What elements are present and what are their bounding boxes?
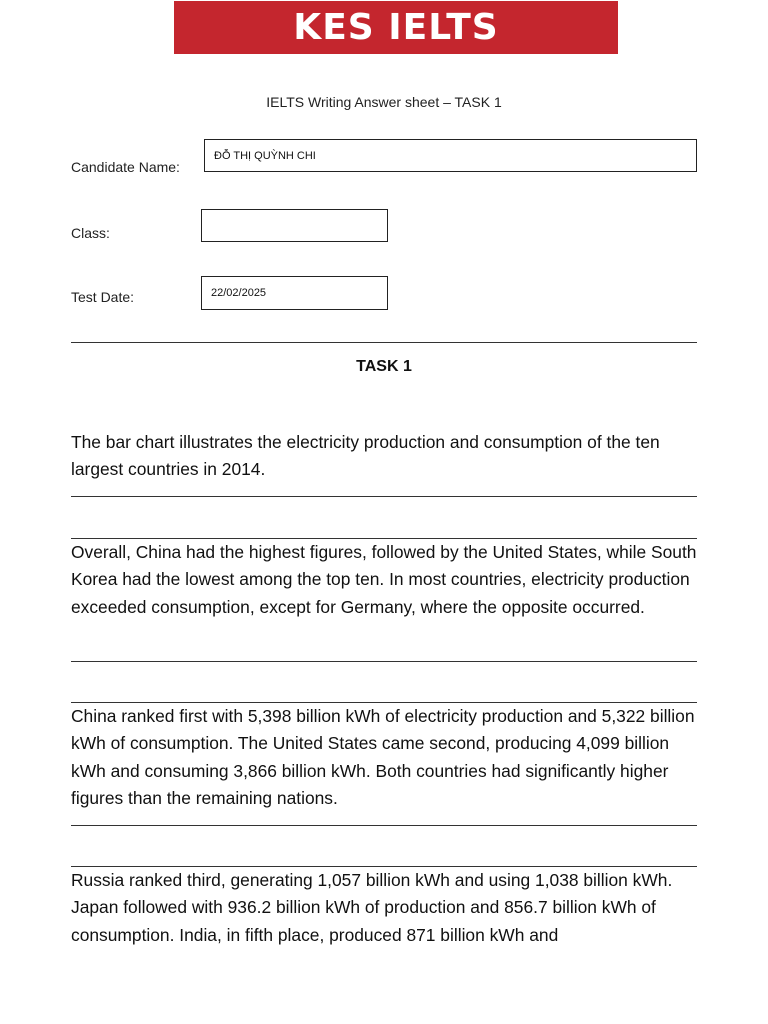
- task-heading: TASK 1: [356, 358, 412, 375]
- class-label: Class:: [71, 225, 110, 241]
- paragraph-rule: [71, 496, 697, 497]
- class-field[interactable]: [201, 209, 388, 242]
- paragraph-body-2: Russia ranked third, generating 1,057 billion kWh and using 1,038 billion kWh. Japan followed with 936.2 billion kWh of production and 856.7 billion kWh of consumption. India, in fifth place, produced 871 billion kWh and: [71, 870, 673, 945]
- section-divider: [71, 342, 697, 343]
- paragraph-introduction: The bar chart illustrates the electricity production and consumption of the ten largest countries in 2014.: [71, 432, 660, 480]
- test-date-label: Test Date:: [71, 289, 135, 305]
- sheet-title: IELTS Writing Answer sheet – TASK 1: [266, 94, 502, 110]
- paragraph-rule: [71, 825, 697, 826]
- paragraph-rule: [71, 661, 697, 662]
- logo-text: KES IELTS: [293, 6, 499, 48]
- paragraph-overview: Overall, China had the highest figures, followed by the United States, while South Korea had the lowest among the top ten. In most countries, electricity production exceeded consumption, except for Germany, where the opposite occurred.: [71, 542, 697, 617]
- candidate-name-label: Candidate Name:: [71, 159, 180, 175]
- paragraph-body-1: China ranked first with 5,398 billion kWh of electricity production and 5,322 billion kWh of consumption. The United States came second, producing 4,099 billion kWh and consuming 3,866 billion kWh. Both countries had significantly higher figures than the remaining nations.: [71, 706, 695, 808]
- candidate-name-field[interactable]: ĐỖ THỊ QUỲNH CHI: [204, 139, 697, 172]
- kes-ielts-logo: [174, 1, 618, 54]
- test-date-field[interactable]: 22/02/2025: [201, 276, 388, 310]
